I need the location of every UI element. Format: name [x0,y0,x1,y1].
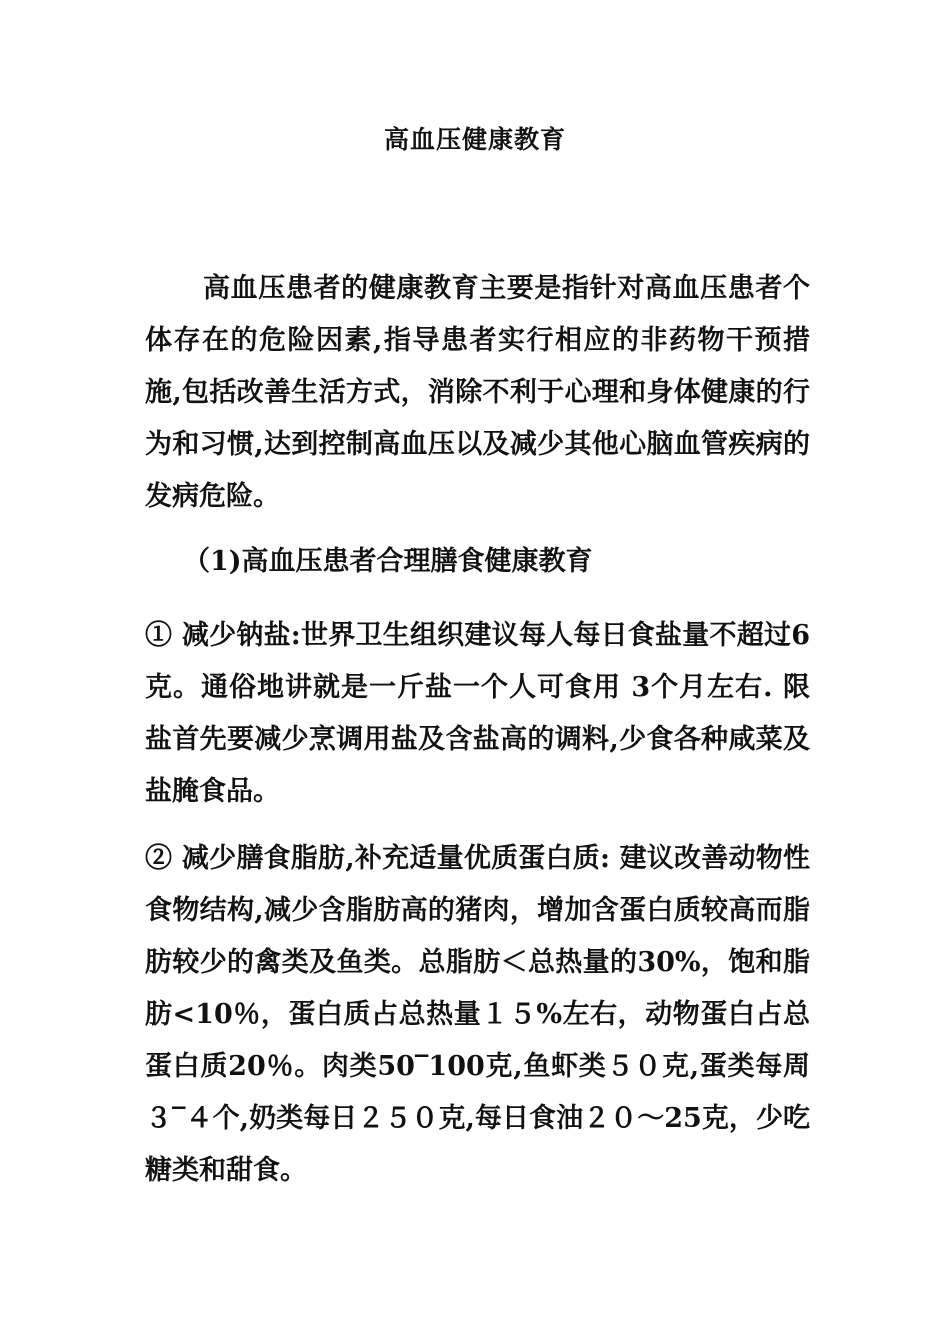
section-heading-diet: （1)高血压患者合理膳食健康教育 [183,546,593,577]
list-item-reduce-fat: ② 减少膳食脂肪,补充适量优质蛋白质: 建议改善动物性食物结构,减少含脂肪高的猪肉，增加含蛋白质较高而脂肪较少的禽类及鱼类。总脂肪＜总热量的30%，饱和脂肪<10％，蛋白质占总热量１５%左右，动物蛋白占总蛋白质20％。肉类50‾100克,鱼虾类５０克,蛋类每周３‾４个,奶类每日２５０克,每日食油２０～25克，少吃糖类和甜食。 [145,843,810,1186]
intro-paragraph: 高血压患者的健康教育主要是指针对高血压患者个体存在的危险因素,指导患者实行相应的非药物干预措施,包括改善生活方式，消除不利于心理和身体健康的行为和习惯,达到控制高血压以及减少其他心脑血管疾病的发病危险。 [145,273,810,512]
page-title: 高血压健康教育 [383,125,566,154]
list-item-reduce-salt: ① 减少钠盐:世界卫生组织建议每人每日食盐量不超过6克。通俗地讲就是一斤盐一个人可食用 3个月左右. 限盐首先要减少烹调用盐及含盐高的调料,少食各种咸菜及盐腌食品。 [145,620,810,807]
